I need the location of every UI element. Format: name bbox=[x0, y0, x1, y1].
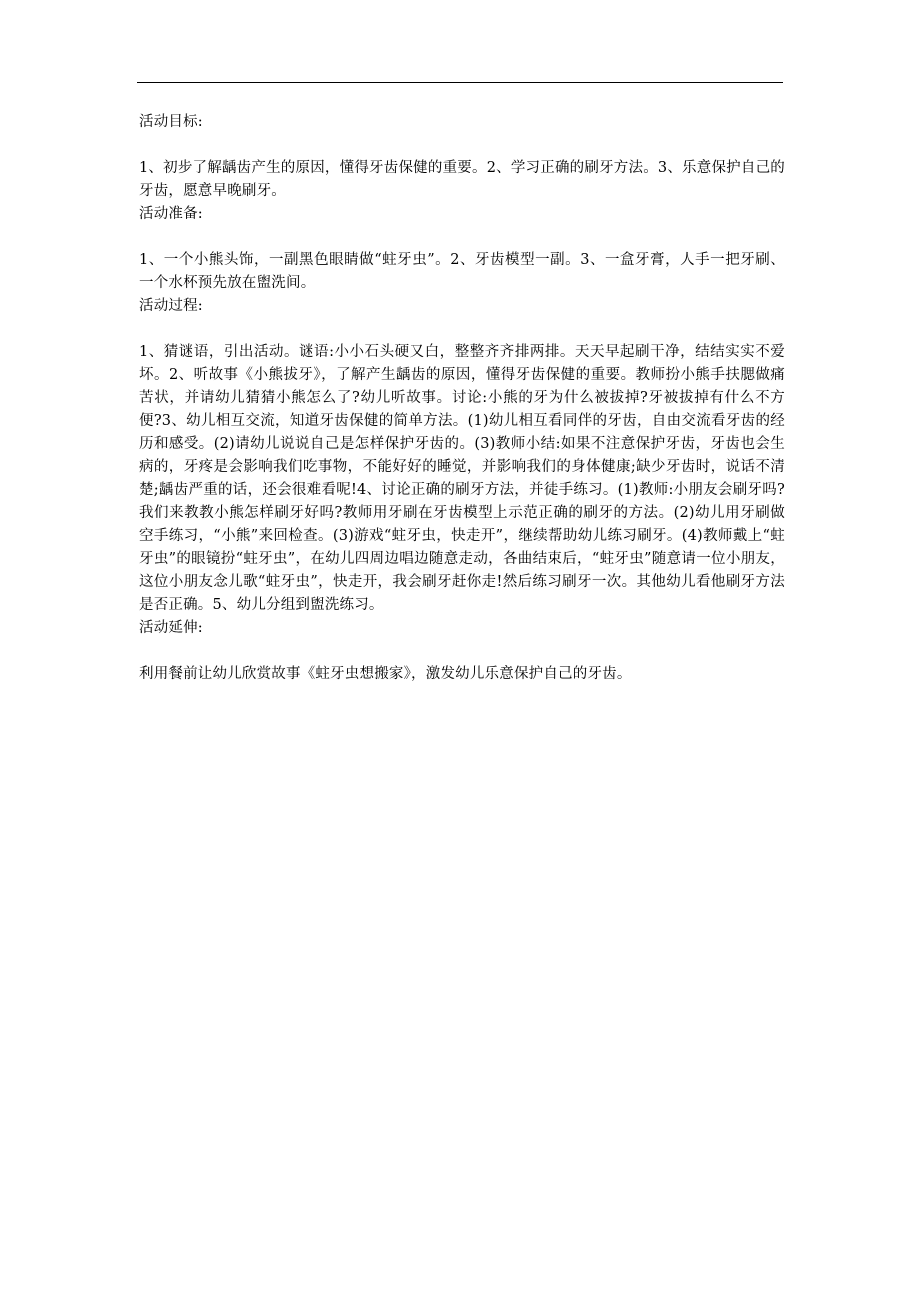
section-body-goals: 1、初步了解龋齿产生的原因，懂得牙齿保健的重要。2、学习正确的刷牙方法。3、乐意保护自己的牙齿，愿意早晚刷牙。 bbox=[139, 160, 785, 199]
section-heading-preparation: 活动准备: bbox=[139, 206, 203, 222]
header-rule bbox=[137, 82, 783, 83]
section-body-process: 1、猜谜语，引出活动。谜语:小小石头硬又白，整整齐齐排两排。天天早起刷干净，结结实实不爱坏。2、听故事《小熊拔牙》，了解产生龋齿的原因，懂得牙齿保健的重要。教师扮小熊手扶腮做痛苦状，并请幼儿猜猜小熊怎么了?幼儿听故事。讨论:小熊的牙为什么被拔掉?牙被拔掉有什么不方便?3、幼儿相互交流，知道牙齿保健的简单方法。(1)幼儿相互看同伴的牙齿，自由交流看牙齿的经历和感受。(2)请幼儿说说自己是怎样保护牙齿的。(3)教师小结:如果不注意保护牙齿，牙齿也会生病的，牙疼是会影响我们吃事物，不能好好的睡觉，并影响我们的身体健康;缺少牙齿时，说话不清楚;龋齿严重的话，还会很难看呢!4、讨论正确的刷牙方法，并徒手练习。(1)教师:小朋友会刷牙吗?我们来教教小熊怎样刷牙好吗?教师用牙刷在牙齿模型上示范正确的刷牙的方法。(2)幼儿用牙刷做空手练习，“小熊”来回检查。(3)游戏“蛀牙虫，快走开”，继续帮助幼儿练习刷牙。(4)教师戴上“蛀牙虫”的眼镜扮“蛀牙虫”，在幼儿四周边唱边随意走动，各曲结束后，“蛀牙虫”随意请一位小朋友，这位小朋友念儿歌“蛀牙虫”，快走开，我会刷牙赶你走!然后练习刷牙一次。其他幼儿看他刷牙方法是否正确。5、幼儿分组到盥洗练习。 bbox=[139, 344, 785, 613]
section-heading-goals: 活动目标: bbox=[139, 114, 203, 130]
section-heading-process: 活动过程: bbox=[139, 298, 203, 314]
document-body bbox=[139, 111, 785, 686]
section-body-preparation: 1、一个小熊头饰，一副黑色眼睛做“蛀牙虫”。2、牙齿模型一副。3、一盒牙膏，人手一把牙刷、一个水杯预先放在盥洗间。 bbox=[139, 252, 785, 291]
section-heading-extension: 活动延伸: bbox=[139, 620, 203, 636]
section-body-extension: 利用餐前让幼儿欣赏故事《蛀牙虫想搬家》，激发幼儿乐意保护自己的牙齿。 bbox=[139, 666, 632, 682]
